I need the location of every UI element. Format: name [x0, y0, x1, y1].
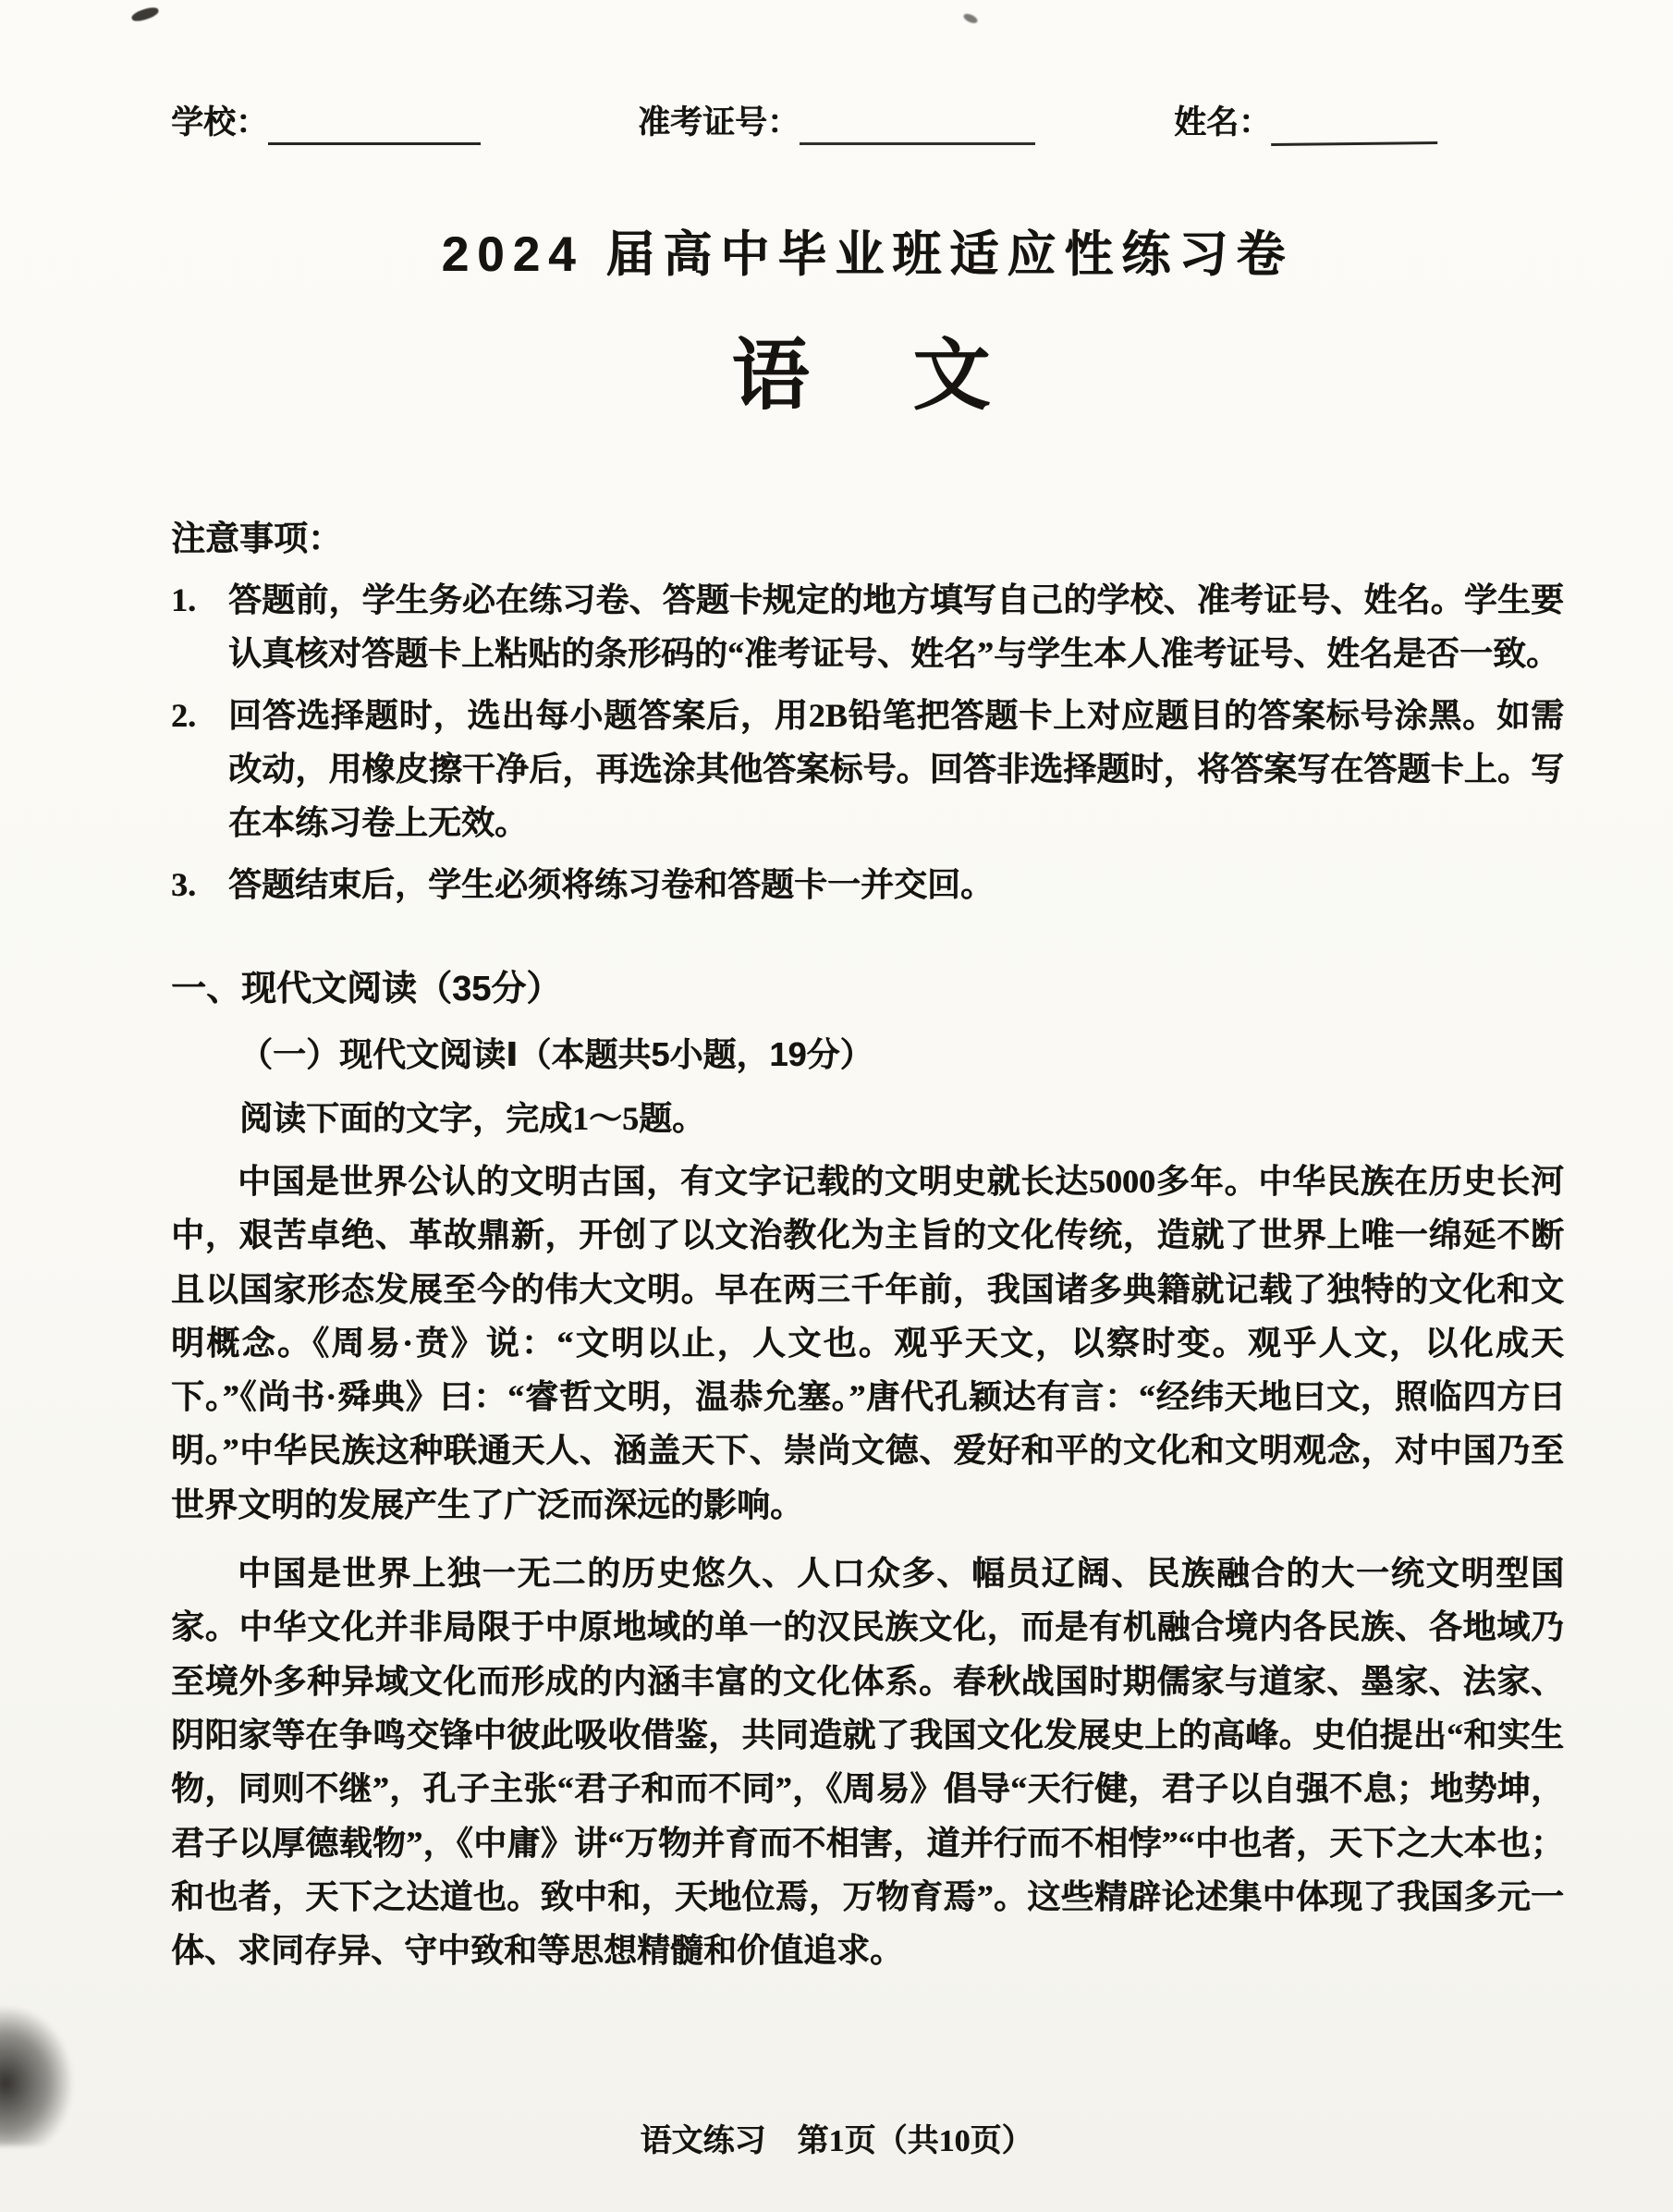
notice-item	[171, 858, 1564, 911]
ticket-blank-line	[800, 107, 1035, 145]
notice-heading: 注意事项：	[171, 519, 342, 557]
reading-paragraph: 中国是世界上独一无二的历史悠久、人口众多、幅员辽阔、民族融合的大一统文明型国家。中华文化并非局限于中原地域的单一的汉民族文化，而是有机融合境内各民族、各地域乃至境外多种异域文化而形成的内涵丰富的文化体系。春秋战国时期儒家与道家、墨家、法家、阴阳家等在争鸣交锋中彼此吸收借鉴，共同造就了我国文化发展史上的高峰。史伯提出“和实生物，同则不继”，孔子主张“君子和而不同”，《周易》倡导“天行健，君子以自强不息；地势坤，君子以厚德载物”，《中庸》讲“万物并育而不相害，道并行而不相悖”“中也者，天下之大本也；和也者，天下之达道也。致中和，天地位焉，万物育焉”。这些精辟论述集中体现了我国多元一体、求同存异、守中致和等思想精髓和价值追求。	[171, 1555, 1564, 1970]
subject-title: 语 文	[731, 332, 1004, 419]
reading-instruction: 阅读下面的文字，完成1～5题。	[239, 1099, 706, 1137]
notice-item-text: 答题结束后，学生必须将练习卷和答题卡一并交回。	[228, 865, 995, 903]
notice-item	[171, 573, 1564, 681]
school-field	[171, 97, 481, 143]
scan-mark	[962, 12, 979, 25]
notice-item-text: 答题前，学生务必在练习卷、答题卡规定的地方填写自己的学校、准考证号、姓名。学生要认真核对答题卡上粘贴的条形码的“准考证号、姓名”与学生本人准考证号、姓名是否一致。	[228, 581, 1564, 673]
ticket-label: 准考证号：	[638, 104, 800, 141]
notice-item-text: 回答选择题时，选出每小题答案后，用2B铅笔把答题卡上对应题目的答案标号涂黑。如需改动，用橡皮擦干净后，再选涂其他答案标号。回答非选择题时，将答案写在答题卡上。写在本练习卷上无效。	[228, 696, 1564, 842]
name-label: 姓名：	[1174, 104, 1272, 141]
school-label: 学校：	[171, 104, 269, 141]
ticket-field	[638, 97, 1035, 143]
section-modern-reading	[171, 959, 1564, 1978]
student-info-row	[171, 97, 1564, 143]
notice-item-number: 2.	[171, 696, 196, 734]
section-heading: 一、现代文阅读（35分）	[171, 969, 562, 1008]
notice-item-number: 3.	[171, 865, 196, 903]
notice-item	[171, 689, 1564, 850]
notice-section	[171, 510, 1564, 911]
scan-mark	[130, 6, 160, 24]
notice-item-number: 1.	[171, 581, 196, 618]
name-blank-line	[1271, 106, 1437, 146]
page-footer: 语文练习 第1页（共10页）	[640, 2124, 1033, 2158]
section-subheading: （一）现代文阅读Ⅰ（本题共5小题，19分）	[239, 1034, 873, 1073]
school-blank-line	[268, 107, 481, 145]
reading-paragraph: 中国是世界公认的文明古国，有文字记载的文明史就长达5000多年。中华民族在历史长河中，艰苦卓绝、革故鼎新，开创了以文治教化为主旨的文化传统，造就了世界上唯一绵延不断且以国家形态发展至今的伟大文明。早在两三千年前，我国诸多典籍就记载了独特的文化和文明概念。《周易·贲》说：“文明以止，人文也。观乎天文，以察时变。观乎人文，以化成天下。”《尚书·舜典》曰：“睿哲文明，温恭允塞。”唐代孔颖达有言：“经纬天地曰文，照临四方曰明。”中华民族这种联通天人、涵盖天下、崇尚文德、爱好和平的文化和文明观念，对中国乃至世界文明的发展产生了广泛而深远的影响。	[171, 1162, 1564, 1523]
exam-title: 2024 届高中毕业班适应性练习卷	[441, 227, 1294, 282]
name-field	[1174, 97, 1437, 143]
